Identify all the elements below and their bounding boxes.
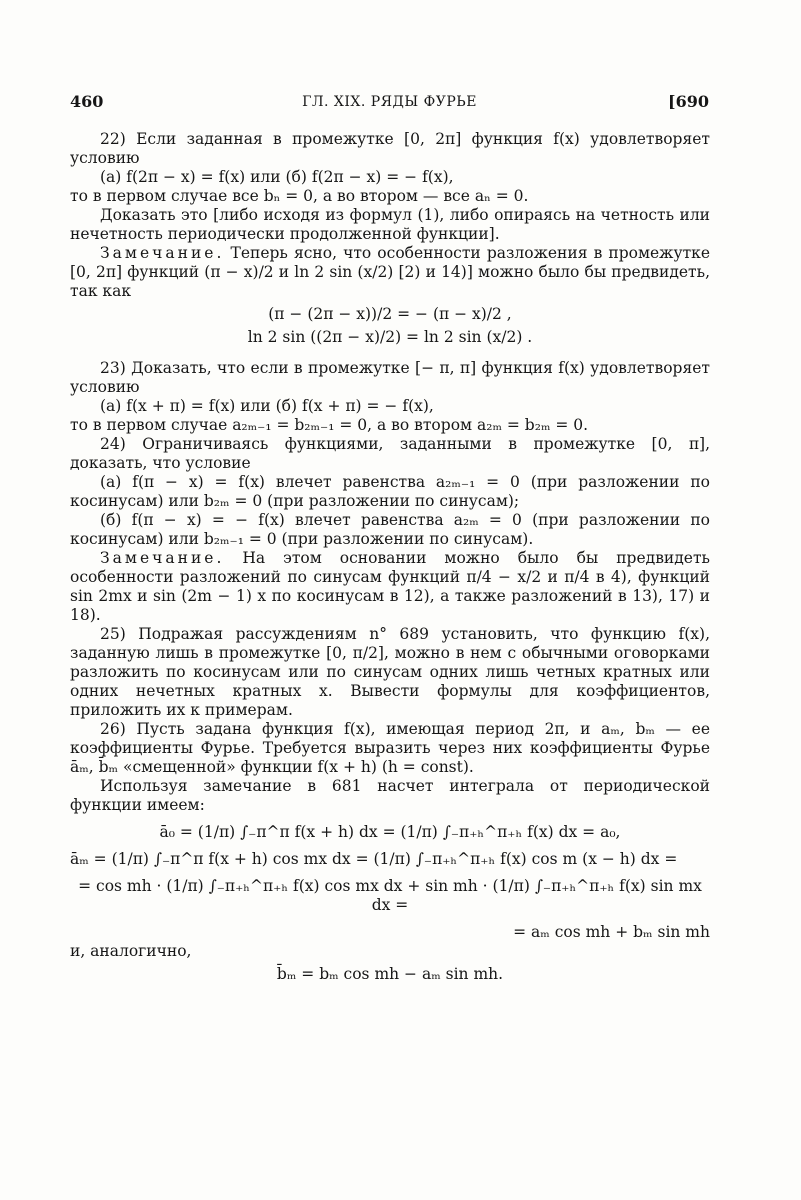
problem-26-statement: 26) Пусть задана функция f(x), имеющая период 2π, и aₘ, bₘ — ее коэффициенты Фурье. Требуется выразить через них коэффициенты Фурье āₘ, b̄ₘ «смещенной» функции f(x + h) (h = const).: [70, 720, 710, 776]
problem-23-condition: (а) f(x + π) = f(x) или (б) f(x + π) = − f(x),: [100, 397, 434, 415]
problem-24-case-a: (а) f(π − x) = f(x) влечет равенства a₂ₘ₋₁ = 0 (при разложении по косинусам) или b₂ₘ = 0 (при разложении по синусам);: [70, 473, 710, 510]
equation-22-2: ln 2 sin ((2π − x)/2) = ln 2 sin (x/2) .: [247, 328, 533, 346]
problem-25-statement: 25) Подражая рассуждениям n° 689 установить, что функцию f(x), заданную лишь в промежутке [0, π/2], можно в нем с обычными оговорками разложить по косинусам или по синусам одних лишь четных кратных или одних нечетных кратных x. Вывести формулы для коэффициентов, приложить их к примерам.: [70, 625, 710, 719]
problem-22-statement: 22) Если заданная в промежутке [0, 2π] функция f(x) удовлетворяет условию: [70, 130, 710, 167]
equation-am-2: = cos mh · (1/π) ∫₋π₊ₕ^π₊ₕ f(x) cos mx dx + sin mh · (1/π) ∫₋π₊ₕ^π₊ₕ f(x) sin mx dx =: [78, 877, 702, 914]
problem-24-remark: [70, 549, 710, 625]
equation-22-1: (π − (2π − x))/2 = − (π − x)/2 ,: [268, 305, 512, 323]
equation-am-3: = aₘ cos mh + bₘ sin mh: [513, 923, 710, 941]
problem-24-case-b: (б) f(π − x) = − f(x) влечет равенства a₂ₘ = 0 (при разложении по косинусам) или b₂ₘ₋₁ = 0 (при разложении по синусам).: [70, 511, 710, 548]
equation-a0: ā₀ = (1/π) ∫₋π^π f(x + h) dx = (1/π) ∫₋π₊ₕ^π₊ₕ f(x) dx = a₀,: [159, 823, 621, 841]
equation-bm: b̄ₘ = bₘ cos mh − aₘ sin mh.: [276, 965, 504, 983]
problem-22-conclusion: то в первом случае все bₙ = 0, а во втором — все aₙ = 0.: [70, 187, 529, 205]
running-header: [70, 92, 709, 114]
problem-22-prove: Доказать это [либо исходя из формул (1), либо опираясь на четность или нечетность периодически продолженной функции].: [70, 206, 710, 243]
page-body: [70, 130, 710, 988]
section-number: [690: [668, 92, 709, 111]
problem-23-statement: 23) Доказать, что если в промежутке [− π, π] функция f(x) удовлетворяет условию: [70, 359, 710, 396]
problem-22-condition: (а) f(2π − x) = f(x) или (б) f(2π − x) = − f(x),: [100, 168, 454, 186]
problem-23-conclusion: то в первом случае a₂ₘ₋₁ = b₂ₘ₋₁ = 0, а во втором a₂ₘ = b₂ₘ = 0.: [70, 416, 589, 434]
problem-24-statement: 24) Ограничиваясь функциями, заданными в промежутке [0, π], доказать, что условие: [70, 435, 710, 472]
analogously-text: и, аналогично,: [70, 942, 192, 960]
chapter-title: ГЛ. XIX. РЯДЫ ФУРЬЕ: [302, 94, 477, 110]
remark-label: Замечание.: [100, 244, 225, 262]
remark-text: На этом основании можно было бы предвидеть особенности разложений по синусам функций π/4 − x/2 и π/4 в 4), функций sin 2mx и sin (2m − 1) x по косинусам в 12), а также разложений в 13), 17) и 18).: [70, 549, 710, 624]
remark-text: Теперь ясно, что особенности разложения в промежутке [0, 2π] функций (π − x)/2 и ln 2 sin (x/2) [2) и 14)] можно было бы предвидеть, так как: [70, 244, 710, 300]
remark-label: Замечание.: [100, 549, 225, 567]
problem-22-remark: [70, 244, 710, 301]
equation-am-1: āₘ = (1/π) ∫₋π^π f(x + h) cos mx dx = (1/π) ∫₋π₊ₕ^π₊ₕ f(x) cos m (x − h) dx =: [70, 850, 678, 868]
problem-26-intro: Используя замечание в 681 насчет интеграла от периодической функции имеем:: [70, 777, 710, 814]
page-number: 460: [70, 92, 104, 111]
